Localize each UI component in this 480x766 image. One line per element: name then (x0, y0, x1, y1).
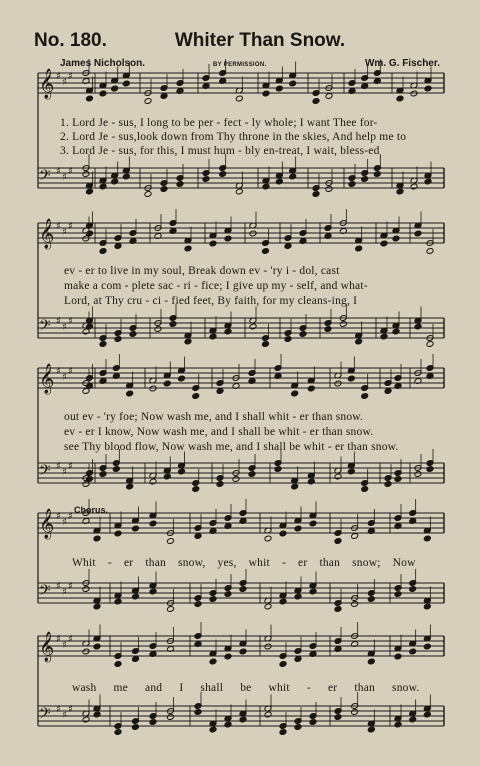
sharp-sign: ♯ (68, 704, 73, 715)
sharp-sign: ♯ (62, 517, 67, 528)
note-head (114, 598, 122, 605)
note-head (424, 178, 432, 185)
note-head (262, 341, 270, 348)
note-head (294, 593, 302, 600)
bass-clef: 𝄢 (39, 317, 51, 338)
sharp-sign: ♯ (56, 221, 61, 232)
note-head (239, 716, 247, 723)
note-head (224, 235, 232, 242)
note-head (299, 331, 307, 338)
note-head (279, 661, 287, 668)
hymn-number: No. 180. (34, 30, 107, 51)
sharp-sign: ♯ (62, 372, 67, 383)
note-head (112, 466, 120, 473)
sharp-sign: ♯ (56, 511, 61, 522)
note-head (224, 653, 232, 660)
note-head (126, 390, 134, 397)
note-head (279, 729, 287, 736)
lyric-line: make a com - plete sac - ri - fice; I give up my - self, and what- (64, 280, 368, 292)
note-head (380, 240, 388, 247)
treble-clef: 𝄞 (39, 219, 55, 249)
note-head (99, 90, 107, 97)
note-head (414, 230, 422, 237)
note-head (239, 648, 247, 655)
note-head (111, 85, 119, 92)
note-head (219, 171, 227, 178)
note-head (380, 333, 388, 340)
note-head (409, 716, 417, 723)
sharp-sign: ♯ (56, 366, 61, 377)
note-head (361, 486, 369, 493)
lyric-line: Lord, at Thy cru - ci - fied feet, By faith, for my cleans-ing, I (64, 295, 358, 307)
note-head (249, 230, 257, 237)
note-head (410, 90, 418, 97)
sharp-sign: ♯ (62, 710, 67, 721)
note-head (178, 375, 186, 382)
note-head (235, 188, 243, 195)
note-head (423, 711, 431, 718)
note-head (144, 191, 152, 198)
note-head (307, 385, 315, 392)
note-head (426, 341, 434, 348)
sharp-sign: ♯ (56, 581, 61, 592)
note-head (132, 525, 140, 532)
note-head (373, 171, 381, 178)
chorus-label: Chorus. (74, 505, 109, 515)
note-head (312, 98, 320, 105)
note-head (275, 85, 283, 92)
note-head (410, 183, 418, 190)
note-head (351, 533, 359, 540)
note-head (163, 473, 171, 480)
note-head (394, 653, 402, 660)
note-head (93, 535, 101, 542)
note-head (93, 643, 101, 650)
note-head (262, 90, 270, 97)
note-head (126, 483, 134, 490)
note-head (394, 721, 402, 728)
sharp-sign: ♯ (56, 166, 61, 177)
note-head (284, 336, 292, 343)
note-head (194, 709, 202, 716)
note-head (367, 658, 375, 665)
note-head (348, 181, 356, 188)
lyric-line: wash me and I shall be whit - er than snow. (72, 682, 420, 694)
bass-clef: 𝄢 (39, 167, 51, 188)
note-head (396, 95, 404, 102)
note-head (392, 328, 400, 335)
note-head (122, 80, 130, 87)
sharp-sign: ♯ (62, 640, 67, 651)
note-head (347, 375, 355, 382)
note-head (347, 468, 355, 475)
note-head (167, 714, 175, 721)
note-head (262, 183, 270, 190)
note-head (114, 729, 122, 736)
note-head (309, 588, 317, 595)
note-head (99, 471, 107, 478)
note-head (86, 476, 94, 483)
note-head (224, 591, 232, 598)
note-head (82, 648, 90, 655)
note-head (82, 716, 90, 723)
note-head (274, 466, 282, 473)
note-head (392, 235, 400, 242)
note-head (423, 643, 431, 650)
note-head (129, 331, 137, 338)
note-head (361, 176, 369, 183)
note-head (99, 248, 107, 255)
lyric-line: Whit - er than snow, yes, whit - er than snow; Now (72, 557, 416, 569)
note-head (294, 724, 302, 731)
note-head (99, 341, 107, 348)
bass-clef: 𝄢 (39, 582, 51, 603)
note-head (194, 533, 202, 540)
note-head (264, 603, 272, 610)
note-head (423, 535, 431, 542)
note-head (111, 178, 119, 185)
sharp-sign: ♯ (68, 511, 73, 522)
note-head (86, 230, 94, 237)
note-head (351, 709, 359, 716)
sharp-sign: ♯ (68, 366, 73, 377)
note-head (325, 186, 333, 193)
sharp-sign: ♯ (56, 71, 61, 82)
note-head (209, 658, 217, 665)
note-head (334, 538, 342, 545)
note-head (149, 478, 157, 485)
note-head (279, 530, 287, 537)
note-head (122, 173, 130, 180)
note-head (279, 598, 287, 605)
sharp-sign: ♯ (62, 322, 67, 333)
note-head (334, 473, 342, 480)
note-head (160, 186, 168, 193)
lyricist-credit: James Nicholson. (60, 58, 146, 69)
note-head (334, 380, 342, 387)
note-head (114, 243, 122, 250)
sharp-sign: ♯ (68, 461, 73, 472)
note-head (235, 95, 243, 102)
lyric-line: out ev - 'ry foe; Now wash me, and I shall whit - er than snow. (64, 411, 364, 423)
note-head (249, 323, 257, 330)
hymn-title: Whiter Than Snow. (174, 30, 346, 51)
composer-credit: Wm. G. Fischer. (364, 58, 440, 69)
note-head (355, 245, 363, 252)
note-head (367, 726, 375, 733)
note-head (149, 520, 157, 527)
note-head (209, 240, 217, 247)
note-head (384, 388, 392, 395)
lyric-line: see Thy blood flow, Now wash me, and I shall be whit - er than snow. (64, 441, 399, 453)
note-head (209, 333, 217, 340)
note-head (99, 183, 107, 190)
note-head (82, 171, 90, 178)
note-head (167, 606, 175, 613)
note-head (409, 648, 417, 655)
note-head (216, 481, 224, 488)
note-head (224, 328, 232, 335)
note-head (202, 176, 210, 183)
sharp-sign: ♯ (68, 166, 73, 177)
note-head (224, 721, 232, 728)
note-head (176, 181, 184, 188)
note-head (184, 245, 192, 252)
note-head (294, 656, 302, 663)
note-head (414, 323, 422, 330)
sharp-sign: ♯ (68, 634, 73, 645)
note-head (409, 586, 417, 593)
note-head (232, 476, 240, 483)
note-head (394, 476, 402, 483)
note-head (93, 603, 101, 610)
note-head (426, 248, 434, 255)
note-head (355, 338, 363, 345)
sharp-sign: ♯ (68, 71, 73, 82)
note-head (351, 601, 359, 608)
note-head (339, 321, 347, 328)
note-head (264, 643, 272, 650)
note-head (86, 323, 94, 330)
treble-clef: 𝄞 (39, 69, 55, 99)
note-head (262, 248, 270, 255)
note-head (248, 471, 256, 478)
note-head (154, 326, 162, 333)
note-head (82, 586, 90, 593)
note-head (209, 726, 217, 733)
sharp-sign: ♯ (62, 227, 67, 238)
note-head (396, 188, 404, 195)
note-head (291, 390, 299, 397)
note-head (309, 520, 317, 527)
note-head (149, 719, 157, 726)
sharp-sign: ♯ (68, 581, 73, 592)
note-head (275, 178, 283, 185)
note-head (309, 719, 317, 726)
note-head (93, 711, 101, 718)
note-head (424, 85, 432, 92)
treble-clef: 𝄞 (39, 509, 55, 539)
permission-note: BY PERMISSION. (213, 62, 267, 68)
treble-clef: 𝄞 (39, 364, 55, 394)
note-head (334, 714, 342, 721)
note-head (324, 326, 332, 333)
sharp-sign: ♯ (62, 172, 67, 183)
lyric-line: ev - er to live in my soul, Break down ev - 'ry i - dol, cast (64, 265, 340, 277)
note-head (192, 393, 200, 400)
note-head (167, 538, 175, 545)
note-head (291, 483, 299, 490)
note-head (132, 656, 140, 663)
note-head (423, 603, 431, 610)
note-head (294, 525, 302, 532)
note-head (132, 724, 140, 731)
note-head (132, 593, 140, 600)
note-head (264, 711, 272, 718)
note-head (86, 95, 94, 102)
note-head (239, 586, 247, 593)
note-head (194, 601, 202, 608)
note-head (216, 388, 224, 395)
sharp-sign: ♯ (62, 77, 67, 88)
note-head (325, 93, 333, 100)
note-head (367, 596, 375, 603)
lyric-line: ev - er I know, Now wash me, and I shall be whit - er than snow. (64, 426, 374, 438)
note-head (169, 321, 177, 328)
lyric-line: 1. Lord Je - sus, I long to be per - fect - ly whole; I want Thee for- (60, 117, 378, 129)
note-head (144, 98, 152, 105)
note-head (178, 468, 186, 475)
lyric-line: 2. Lord Je - sus,look down from Thy throne in the skies, And help me to (60, 131, 407, 143)
sharp-sign: ♯ (56, 461, 61, 472)
sharp-sign: ♯ (68, 221, 73, 232)
sharp-sign: ♯ (56, 634, 61, 645)
sharp-sign: ♯ (62, 587, 67, 598)
note-head (307, 478, 315, 485)
note-head (361, 393, 369, 400)
note-head (149, 385, 157, 392)
note-head (289, 173, 297, 180)
note-head (114, 661, 122, 668)
note-head (114, 530, 122, 537)
note-head (184, 338, 192, 345)
sharp-sign: ♯ (68, 316, 73, 327)
sharp-sign: ♯ (56, 316, 61, 327)
sharp-sign: ♯ (56, 704, 61, 715)
bass-clef: 𝄢 (39, 462, 51, 483)
note-head (149, 588, 157, 595)
note-head (264, 535, 272, 542)
note-head (414, 471, 422, 478)
note-head (384, 481, 392, 488)
note-head (312, 191, 320, 198)
treble-clef: 𝄞 (39, 632, 55, 662)
note-head (160, 93, 168, 100)
note-head (192, 486, 200, 493)
bass-clef: 𝄢 (39, 705, 51, 726)
lyric-line: 3. Lord Je - sus, for this, I must hum - bly en-treat, I wait, bless-ed (60, 145, 380, 157)
note-head (114, 336, 122, 343)
note-head (163, 380, 171, 387)
sharp-sign: ♯ (62, 467, 67, 478)
note-head (426, 466, 434, 473)
note-head (394, 591, 402, 598)
note-head (209, 596, 217, 603)
note-head (86, 188, 94, 195)
note-head (334, 606, 342, 613)
note-head (289, 80, 297, 87)
note-head (284, 243, 292, 250)
